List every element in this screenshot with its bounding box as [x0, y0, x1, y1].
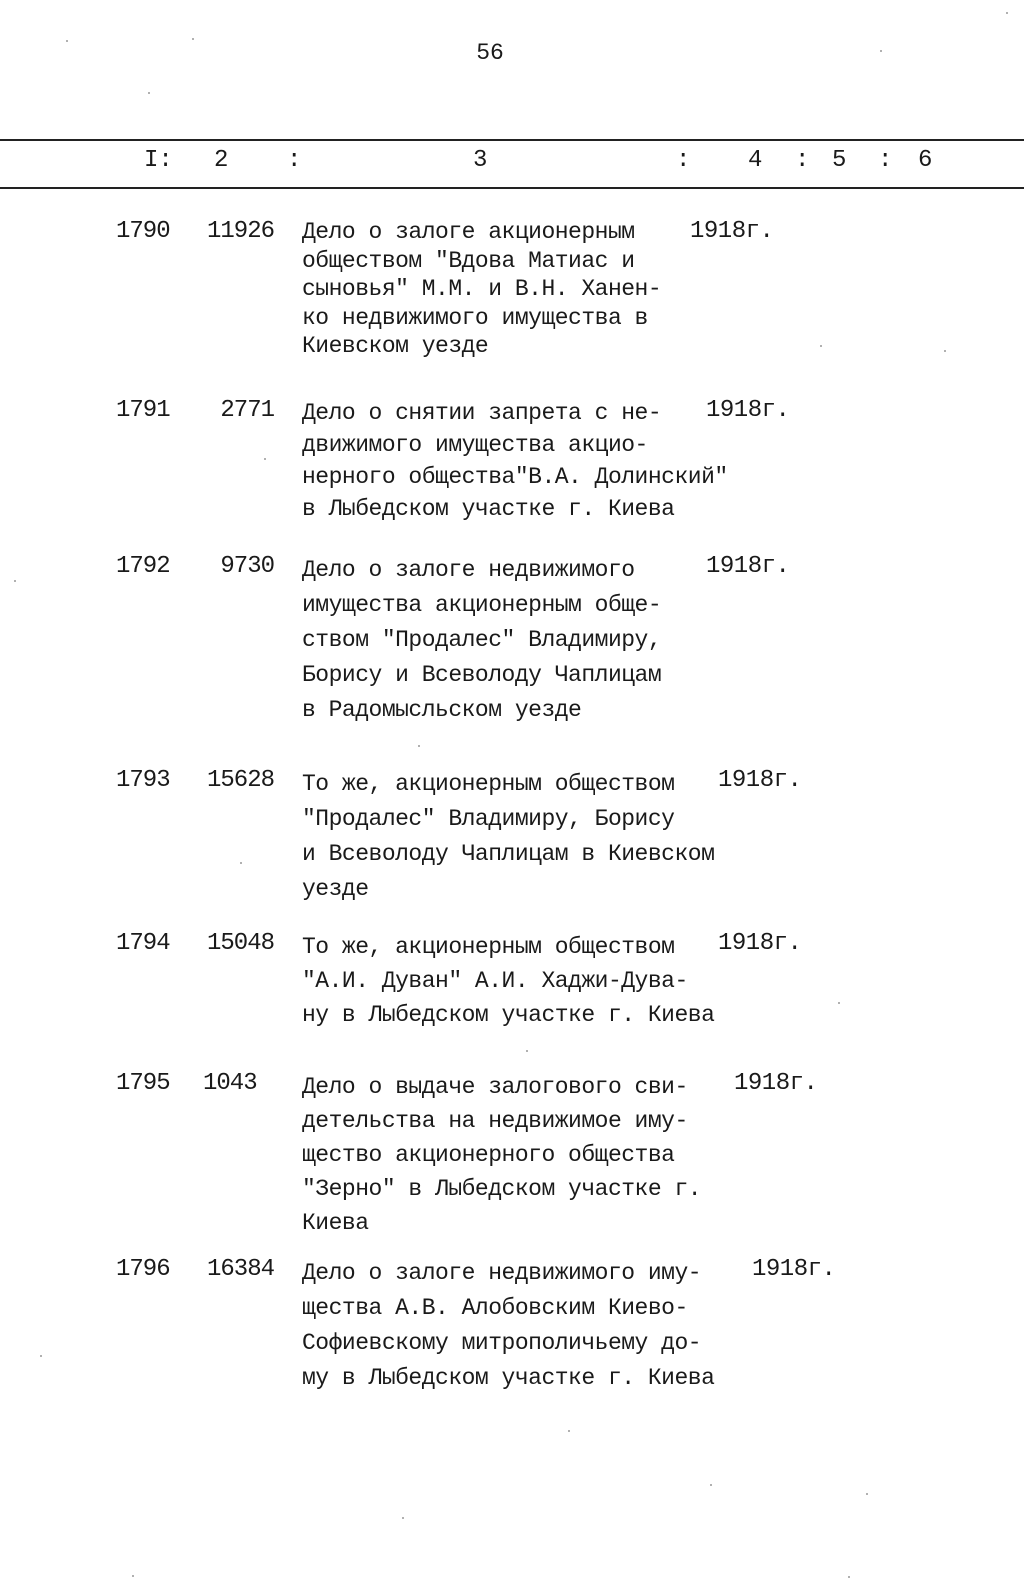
- header-bottom-rule: [0, 187, 1024, 189]
- column-header-6: 6: [918, 147, 933, 174]
- entry-date: 1918г.: [718, 767, 802, 794]
- entry-code: 15628: [206, 767, 274, 794]
- description-line: Дело о снятии запрета с не-: [302, 400, 662, 426]
- column-separator: :: [795, 147, 810, 174]
- description-line: детельства на недвижимое иму-: [302, 1108, 688, 1134]
- description-line: уезде: [302, 876, 369, 902]
- description-line: Киева: [302, 1210, 369, 1236]
- column-separator: :: [878, 147, 893, 174]
- entry-number: 1793: [116, 767, 170, 794]
- scan-speck: [820, 345, 822, 347]
- entry-number: 1794: [116, 930, 170, 957]
- entry-description: [302, 1256, 714, 1396]
- column-header-4: 4: [748, 147, 763, 174]
- description-line: сыновья" М.М. и В.Н. Ханен-: [302, 276, 662, 302]
- entry-description: [302, 767, 714, 907]
- scan-speck: [880, 50, 882, 52]
- description-line: То же, акционерным обществом: [302, 934, 675, 960]
- description-line: нерного общества"В.А. Долинский": [302, 464, 728, 490]
- description-line: Дело о выдаче залогового сви-: [302, 1074, 688, 1100]
- description-line: Софиевскому митрополичьему до-: [302, 1330, 702, 1356]
- column-header-3: 3: [473, 147, 488, 174]
- column-separator: :: [287, 147, 302, 174]
- page-number: 56: [476, 40, 504, 66]
- description-line: Киевском уезде: [302, 333, 489, 359]
- entry-code: 2771: [220, 397, 274, 424]
- scan-speck: [264, 458, 266, 460]
- column-separator: :: [676, 147, 691, 174]
- entry-code: 9730: [220, 553, 274, 580]
- description-line: "А.И. Дуван" А.И. Хаджи-Дува-: [302, 968, 688, 994]
- scan-speck: [710, 1484, 712, 1486]
- entry-number: 1790: [116, 218, 170, 245]
- scan-speck: [418, 745, 420, 747]
- scan-speck: [526, 1050, 528, 1052]
- scan-speck: [866, 1493, 868, 1495]
- column-header-5: 5: [832, 147, 847, 174]
- entry-date: 1918г.: [706, 553, 790, 580]
- scan-speck: [132, 1575, 134, 1577]
- entry-description: [302, 218, 661, 361]
- scan-speck: [14, 580, 16, 582]
- header-top-rule: [0, 139, 1024, 141]
- description-line: имущества акционерным обще-: [302, 592, 662, 618]
- description-line: "Зерно" в Лыбедском участке г.: [302, 1176, 702, 1202]
- entry-date: 1918г.: [752, 1256, 836, 1283]
- description-line: Дело о залоге недвижимого: [302, 557, 635, 583]
- description-line: щество акционерного общества: [302, 1142, 675, 1168]
- scan-speck: [148, 92, 150, 94]
- entry-date: 1918г.: [734, 1070, 818, 1097]
- scan-speck: [192, 38, 194, 40]
- entry-date: 1918г.: [706, 397, 790, 424]
- entry-number: 1795: [116, 1070, 170, 1097]
- description-line: движимого имущества акцио-: [302, 432, 648, 458]
- scan-speck: [240, 862, 242, 864]
- description-line: ством "Продалес" Владимиру,: [302, 627, 662, 653]
- table-header-row: [0, 147, 1024, 179]
- description-line: ко недвижимого имущества в: [302, 304, 648, 331]
- entry-number: 1791: [116, 397, 170, 424]
- entry-number: 1792: [116, 553, 170, 580]
- scan-speck: [848, 1576, 850, 1578]
- description-line: То же, акционерным обществом: [302, 771, 675, 797]
- column-header-2: 2: [214, 147, 229, 174]
- description-line: Дело о залоге акционерным: [302, 219, 635, 245]
- description-line: щества А.В. Алобовским Киево-: [302, 1295, 688, 1321]
- scan-speck: [568, 1430, 570, 1432]
- description-line: в Радомысльском уезде: [302, 697, 582, 723]
- description-line: му в Лыбедском участке г. Киева: [302, 1365, 715, 1391]
- description-line: Борису и Всеволоду Чаплицам: [302, 662, 662, 688]
- entry-code: 15048: [206, 930, 274, 957]
- scan-speck: [40, 1355, 42, 1357]
- entry-description: [302, 553, 661, 728]
- scan-speck: [1006, 12, 1008, 14]
- description-line: ну в Лыбедском участке г. Киева: [302, 1002, 715, 1028]
- description-line: Дело о залоге недвижимого иму-: [302, 1260, 702, 1286]
- column-header-1: I:: [144, 147, 173, 174]
- entry-code: 1043: [203, 1070, 257, 1097]
- entry-description: [302, 397, 728, 525]
- scan-speck: [944, 350, 946, 352]
- entry-number: 1796: [116, 1256, 170, 1283]
- entry-description: [302, 930, 714, 1032]
- entry-description: [302, 1070, 701, 1240]
- description-line: "Продалес" Владимиру, Борису: [302, 806, 675, 832]
- description-line: в Лыбедском участке г. Киева: [302, 496, 675, 522]
- entry-date: 1918г.: [718, 930, 802, 957]
- entry-code: 16384: [206, 1256, 274, 1283]
- entry-code: 11926: [206, 218, 274, 245]
- entry-date: 1918г.: [690, 218, 774, 245]
- description-line: и Всеволоду Чаплицам в Киевском: [302, 841, 715, 867]
- scan-speck: [66, 40, 68, 42]
- description-line: обществом "Вдова Матиас и: [302, 247, 635, 274]
- scan-speck: [838, 1002, 840, 1004]
- scan-speck: [402, 1517, 404, 1519]
